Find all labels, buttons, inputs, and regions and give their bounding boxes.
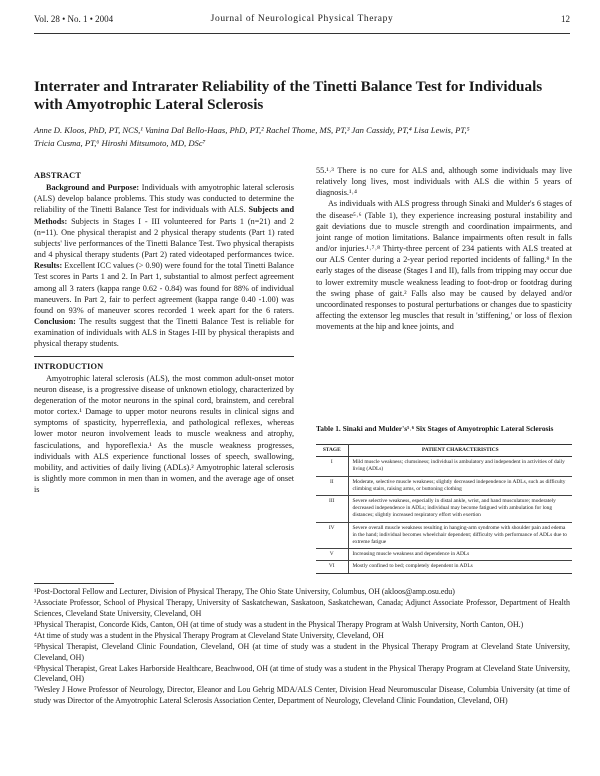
table-row	[316, 496, 572, 523]
header-divider	[34, 33, 570, 34]
author-list	[34, 124, 570, 150]
footnote-item: ⁴At time of study was a student in the Physical Therapy Program at Cleveland State University, Cleveland, OH	[34, 630, 384, 640]
stage-cell: I	[316, 457, 348, 476]
stage-cell: III	[316, 496, 348, 523]
methods-label: Subjects and Methods:	[34, 205, 295, 226]
table-row	[316, 549, 572, 561]
stage-cell: II	[316, 476, 348, 495]
results-text: Excellent ICC values (> 0.90) were found for the total Tinetti Balance Test scores in Parts 1 and 2. In Part 1, substantial to almost perfect agreement among all 3 raters (kappa range 0.62 - 0.84) was found for 88% of individual maneuvers. In Part 2, fair to perfect agreement (kappa range 0.40 -1.00) was found on 93% of maneuver scores recorded 1 week apart for the 6 raters.	[34, 261, 294, 315]
footnote-item: ¹Post-Doctoral Fellow and Lecturer, Division of Physical Therapy, The Ohio State University, Columbus, OH (akloos@amp.osu.edu)	[34, 587, 455, 596]
characteristics-cell: Severe overall muscle weakness resulting in hanging-arm syndrome with shoulder pain and edema in the hand; individual becomes wheelchair dependent; difficulty with performance of ADLs due to extreme fatigue	[348, 522, 572, 549]
header-stage: STAGE	[316, 445, 348, 457]
journal-name: Journal of Neurological Physical Therapy	[210, 14, 394, 24]
footnote-item: ⁷Wesley J Howe Professor of Neurology, Director, Eleanor and Lou Gehrig MDA/ALS Center, Division Head Neuromuscular Disease, Columbia University (at time of study was Director of the Amyotrophic Lateral Sclerosis Association Center, Department of Neurology, Cleveland Clinic Foundation, Cleveland, OH)	[34, 685, 570, 705]
footnotes	[34, 587, 570, 707]
table-caption: Table 1. Sinaki and Mulder's⁵˒⁶ Six Stages of Amyotrophic Lateral Sclerosis	[316, 424, 554, 433]
right-column	[316, 165, 572, 332]
table-row	[316, 522, 572, 549]
results-label: Results:	[34, 261, 63, 271]
stage-cell: IV	[316, 522, 348, 549]
table-header-row	[316, 445, 572, 457]
running-header	[34, 14, 570, 30]
table-row	[316, 457, 572, 476]
volume-issue: Vol. 28 • No. 1 • 2004	[34, 14, 114, 24]
table-row	[316, 561, 572, 573]
abstract-heading: ABSTRACT	[34, 171, 82, 180]
conclusion-label: Conclusion:	[34, 317, 76, 327]
characteristics-cell: Mostly confined to bed; completely dependent in ADLs	[348, 561, 572, 573]
stages-table	[316, 444, 572, 574]
stage-cell: VI	[316, 561, 348, 573]
table-row	[316, 476, 572, 495]
header-characteristics: PATIENT CHARACTERISTICS	[348, 445, 572, 457]
background-text: Individuals with amyotrophic lateral sclerosis (ALS) develop balance problems. This study was conducted to determine the reliability of the Tinetti Balance Test for individuals with ALS.	[34, 183, 294, 215]
stage-cell: V	[316, 549, 348, 561]
abstract-divider	[34, 356, 294, 357]
footnote-item: ⁵Physical Therapist, Cleveland Clinic Foundation, Cleveland, OH (at time of study was a student in the Physical Therapy Program at Cleveland State University, Cleveland, OH)	[34, 641, 570, 662]
introduction-text: Amyotrophic lateral sclerosis (ALS), the most common adult-onset motor neuron disease, is a progressive disease of unknown etiology, characterized by degeneration of the motor neurons in the spinal cord, brainstem, and cerebral motor cortex.¹ Damage to upper motor neurons results in clinical signs and symptoms of spasticity, hyperreflexia, and pathological reflexes, whereas lower motor neuron involvement leads to muscle weakness and atrophy, fasciculations, and hyporeflexia.¹ As the muscle weakness progresses, individuals with ALS experience functional losses of speech, swallowing, mobility, and activities of daily living (ADLs).² Amyotrophic lateral sclerosis is slightly more common in men than in women, and the average age of onset is	[34, 373, 294, 495]
characteristics-cell: Severe selective weakness, especially in distal ankle, wrist, and hand musculature; moderately decreased independence in ADLs; individual may become fatigued with ambulation for long distances; slightly increased respiratory effort with exertion	[348, 496, 572, 523]
introduction-heading: INTRODUCTION	[34, 361, 104, 371]
methods-text: Subjects in Stages I - III volunteered for Parts 1 (n=21) and 2 (n=11). One physical therapist and 2 physical therapy students (Part 1) rated subjects' live performances of the Tinetti Balance Test. Two physical therapists and 4 physical therapy students (Part 2) rated videotaped performances twice.	[34, 216, 294, 260]
characteristics-cell: Moderate, selective muscle weakness; slightly decreased independence in ADLs, such as difficulty climbing stairs, raising arms, or buttoning clothing	[348, 476, 572, 495]
body-paragraph-1: 55.¹˒³ There is no cure for ALS and, although some individuals may live relatively long lives, most individuals with ALS die within 5 years of diagnosis.¹˒⁴	[316, 166, 572, 198]
characteristics-cell: Mild muscle weakness; clumsiness; individual is ambulatory and independent in activities of daily living (ADLs)	[348, 457, 572, 476]
conclusion-text: The results suggest that the Tinetti Balance Test is reliable for examination of individuals with ALS in Stages I-III by physical therapists and physical therapy students.	[34, 317, 294, 349]
body-paragraph-2: As individuals with ALS progress through Sinaki and Mulder's 6 stages of the disease⁵˒⁶ (Table 1), they experience increasing postural instability and gait deviations due to muscle strength and coordination impairments, and joint range of motion limitations. Balance impairments often result in falls and/or injuries.¹˒⁷˒⁸ Thirty-three percent of 234 patients with ALS treated at our ALS Center during a 2-year period reported incidents of falling.⁹ In the early stages of the disease (Stages I and II), falls from tripping may occur due to lower extremity muscle weakness leading to foot-drop or footdrag during the swing phase of gait.² Falls also may be caused by delayed and/or uncoordinated responses to postural perturbations or changes due to spasticity affecting the extensor leg muscles that result in 'stiffening,' or loss of flexion movements at the hip and knee joints, and	[316, 199, 572, 332]
background-label: Background and Purpose:	[46, 183, 140, 193]
footnote-item: ³Physical Therapist, Concorde Kids, Canton, OH (at time of study was a student in the Physical Therapy Program at Walsh University, North Canton, OH.)	[34, 619, 524, 629]
left-column	[34, 170, 294, 495]
abstract-body	[34, 182, 294, 349]
footnote-item: ²Associate Professor, School of Physical Therapy, University of Saskatchewan, Saskatoon, Saskatchewan, Canada; Adjunct Associate Professor, Department of Health Sciences, Cleveland State University, Cleveland, OH	[34, 598, 570, 618]
footnote-divider	[34, 583, 114, 584]
characteristics-cell: Increasing muscle weakness and dependence in ADLs	[348, 549, 572, 561]
author-line-2: Tricia Cusma, PT,⁶ Hiroshi Mitsumoto, MD, DSc⁷	[34, 138, 206, 148]
page-number: 12	[561, 14, 570, 24]
footnote-item: ⁶Physical Therapist, Great Lakes Harborside Healthcare, Beachwood, OH (at time of study was a student in the Physical Therapy Program at Cleveland State University, Cleveland, OH)	[34, 663, 570, 684]
author-line-1: Anne D. Kloos, PhD, PT, NCS,¹ Vanina Dal Bello-Haas, PhD, PT,² Rachel Thome, MS, PT,³ Jan Cassidy, PT,⁴ Lisa Lewis, PT,⁵	[34, 125, 470, 135]
article-title: Interrater and Intrarater Reliability of the Tinetti Balance Test for Individuals with Amyotrophic Lateral Sclerosis	[34, 78, 543, 113]
